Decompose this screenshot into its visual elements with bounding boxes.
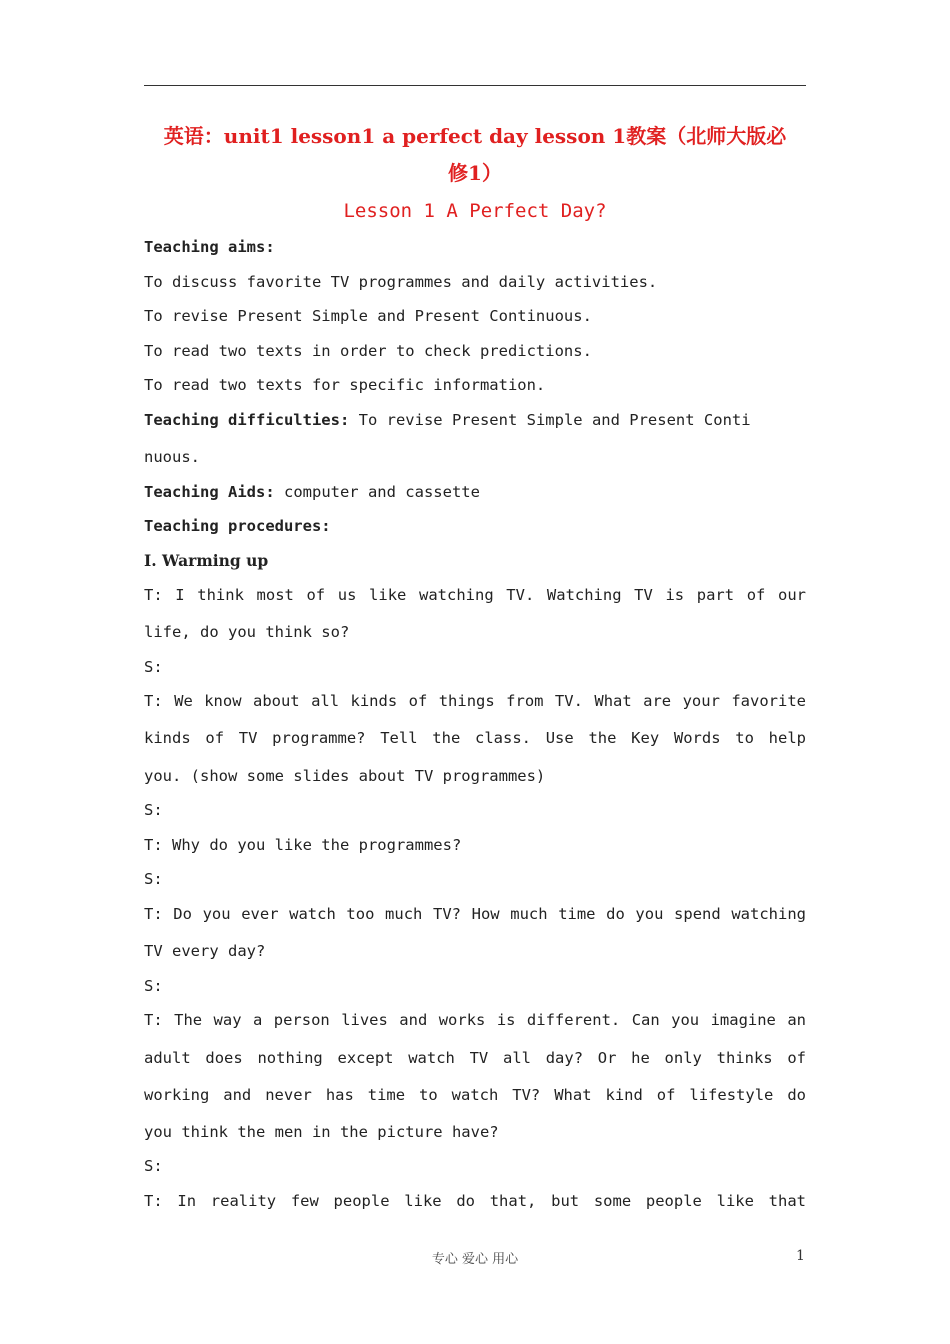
aim-item: To revise Present Simple and Present Continuous. xyxy=(144,307,592,325)
aids-label: Teaching Aids: xyxy=(144,483,275,501)
aim-item: To read two texts in order to check predictions. xyxy=(144,342,592,360)
aids-text: computer and cassette xyxy=(274,483,480,501)
dialogue-line: T: Why do you like the programmes? xyxy=(144,836,462,854)
dialogue-line: S: xyxy=(144,658,163,676)
page-number: 1 xyxy=(796,1248,805,1264)
dialogue-line: kinds of TV programme? Tell the class. Use the Key Words to help xyxy=(144,729,806,747)
difficulties-label: Teaching difficulties: xyxy=(144,411,350,429)
dialogue-line: S: xyxy=(144,870,163,888)
difficulties-continuation: nuous. xyxy=(144,448,200,466)
dialogue-line: S: xyxy=(144,801,163,819)
procedures-heading: Teaching procedures: xyxy=(144,517,331,535)
difficulties-line xyxy=(144,408,806,432)
aids-line xyxy=(144,480,806,504)
dialogue-line: T: I think most of us like watching TV. Watching TV is part of our xyxy=(144,586,806,604)
lesson-subtitle: Lesson 1 A Perfect Day? xyxy=(343,200,607,222)
page-footer: 专心 爱心 用心 xyxy=(431,1252,519,1267)
dialogue-line: T: Do you ever watch too much TV? How much time do you spend watching xyxy=(144,905,806,923)
dialogue-line: TV every day? xyxy=(144,942,266,960)
dialogue-line: you. (show some slides about TV programmes) xyxy=(144,767,546,785)
document-title-line-1: 英语：unit1 lesson1 a perfect day lesson 1教案（北师大版必 xyxy=(163,124,787,148)
header-rule xyxy=(144,85,806,86)
difficulties-text: To revise Present Simple and Present Conti xyxy=(349,411,751,429)
warming-up-heading: Ⅰ. Warming up xyxy=(144,551,269,570)
dialogue-line: T: We know about all kinds of things from TV. What are your favorite xyxy=(144,692,806,710)
dialogue-line: life, do you think so? xyxy=(144,623,350,641)
dialogue-line: you think the men in the picture have? xyxy=(144,1123,499,1141)
document-title-line-2: 修1） xyxy=(448,161,502,185)
dialogue-line: T: The way a person lives and works is different. Can you imagine an xyxy=(144,1011,806,1029)
dialogue-line: working and never has time to watch TV? What kind of lifestyle do xyxy=(144,1086,806,1104)
dialogue-line: T: In reality few people like do that, but some people like that xyxy=(144,1192,806,1210)
aim-item: To read two texts for specific information. xyxy=(144,376,546,394)
aims-heading: Teaching aims: xyxy=(144,238,275,256)
dialogue-line: adult does nothing except watch TV all day? Or he only thinks of xyxy=(144,1049,806,1067)
aim-item: To discuss favorite TV programmes and daily activities. xyxy=(144,273,658,291)
dialogue-line: S: xyxy=(144,1157,163,1175)
dialogue-line: S: xyxy=(144,977,163,995)
